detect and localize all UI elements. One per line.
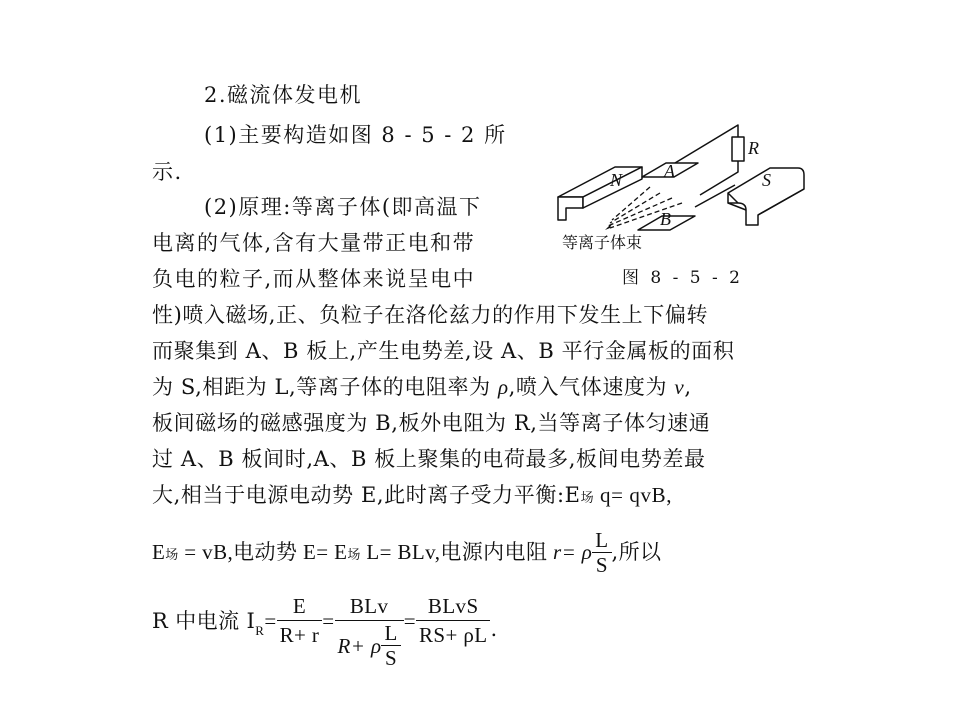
emf-equation-line: [152, 522, 661, 582]
text-segment: ,所以: [611, 540, 662, 564]
fraction-numerator: E: [277, 592, 323, 621]
principle-text-line-6: [152, 374, 692, 400]
plate-a-label: A: [664, 161, 675, 181]
principle-text-line-2: 电离的气体,含有大量带正电和带: [152, 231, 476, 255]
fraction-denominator: [335, 621, 404, 670]
fraction-denominator: S: [595, 552, 608, 577]
principle-text-line-1: (2)原理:等离子体(即高温下: [204, 195, 482, 219]
principle-text-line-7: 板间磁场的磁感强度为 B,板外电阻为 R,当等离子体匀速通: [152, 411, 711, 435]
subscript-field: 场: [580, 491, 595, 506]
field-E-symbol: E: [152, 540, 166, 564]
subscript-field: 场: [347, 548, 361, 563]
principle-text-line-3: 负电的粒子,而从整体来说呈电中: [152, 267, 476, 291]
south-pole-label: S: [762, 170, 771, 190]
fraction-numerator: L: [381, 621, 400, 646]
text-segment: ,: [684, 375, 692, 399]
figure-caption: 图 8 - 5 - 2: [622, 268, 743, 288]
subscript-field: 场: [165, 548, 179, 563]
structure-text-line-1: (1)主要构造如图 8 - 5 - 2 所: [204, 123, 507, 147]
fraction-E-over-R-plus-r: [277, 592, 323, 649]
force-balance-equation: q= qvB,: [594, 483, 673, 507]
text-segment: ,喷入气体速度为: [508, 375, 675, 399]
text-segment: 为 S,相距为 L,等离子体的电阻率为: [152, 375, 498, 399]
fraction-denominator: RS+ ρL: [418, 623, 488, 647]
fraction-numerator: L: [592, 528, 611, 553]
fraction-denominator: R+ r: [279, 623, 320, 647]
fraction-final: [416, 592, 491, 649]
principle-text-line-9: [152, 482, 672, 512]
subscript-R: R: [255, 623, 265, 638]
mhd-generator-figure: [550, 115, 810, 290]
plate-b-label: B: [660, 209, 671, 229]
fraction-BLv-over-denominator: [335, 592, 404, 670]
section-heading: 2.磁流体发电机: [204, 83, 363, 107]
fraction-numerator: BLv: [335, 592, 404, 621]
plasma-beam-label: 等离子体束: [562, 233, 643, 252]
equals-sign: =: [264, 609, 277, 633]
equals-sign: =: [322, 609, 335, 633]
principle-text-line-5: 而聚集到 A、B 板上,产生电势差,设 A、B 平行金属板的面积: [152, 339, 735, 363]
nested-fraction-L-over-S: [381, 621, 400, 670]
text-segment: 大,相当于电源电动势 E,此时离子受力平衡:E: [152, 483, 581, 507]
current-prefix: R 中电流 I: [152, 609, 256, 633]
denominator-prefix: R+ ρ: [337, 633, 382, 658]
emf-text: = vB,电动势 E= E: [178, 540, 348, 564]
north-pole-label: N: [610, 170, 623, 190]
fraction-L-over-S: [592, 528, 611, 577]
equals-sign: =: [403, 609, 416, 633]
current-equation-line: [152, 592, 498, 672]
internal-resistance-expr: r= ρ: [553, 540, 593, 564]
rho-symbol: ρ: [497, 375, 509, 399]
structure-text-line-2: 示.: [152, 160, 183, 184]
text-segment: .: [490, 617, 498, 641]
principle-text-line-8: 过 A、B 板间时,A、B 板上聚集的电荷最多,板间电势差最: [152, 447, 706, 471]
fraction-numerator: BLvS: [416, 592, 491, 621]
principle-text-line-4: 性)喷入磁场,正、负粒子在洛伦兹力的作用下发生上下偏转: [152, 303, 709, 327]
emf-text-2: L= BLv,电源内电阻: [360, 540, 553, 564]
resistor-label: R: [748, 138, 759, 158]
velocity-symbol: v: [674, 375, 685, 399]
fraction-denominator: S: [385, 646, 398, 670]
